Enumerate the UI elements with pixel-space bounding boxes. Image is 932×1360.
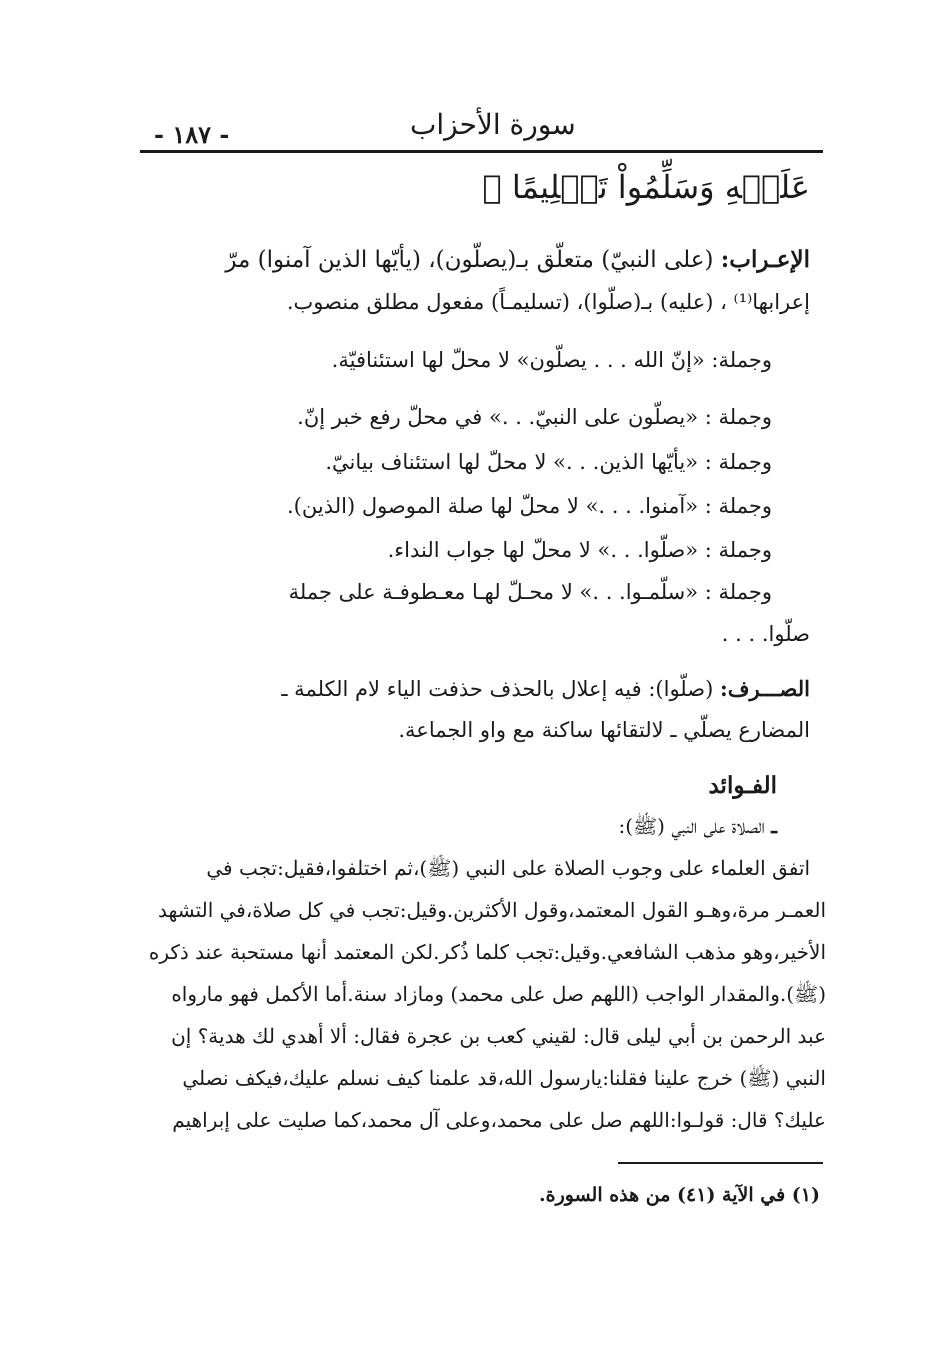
sarf-label: الصـــرف: bbox=[719, 676, 810, 701]
surah-title: سورة الأحزاب bbox=[410, 108, 576, 141]
footnote-rule bbox=[618, 1162, 823, 1164]
sentence-4: وجملة : «آمنوا. . . .» لا محلّ لها صلة الموصول (الذين). bbox=[287, 494, 772, 518]
sentence-5: وجملة : «صلّوا. . .» لا محلّ لها جواب النداء. bbox=[387, 538, 772, 562]
fawaid-paragraph-line-3: الأخير،وهو مذهب الشافعي.وقيل:تجب كلما ذُكر.لكن المعتمد أنها مستحبة عند ذكره bbox=[148, 940, 826, 964]
sarf-line-2: المضارع يصلّي ـ لالتقائها ساكنة مع واو الجماعة. bbox=[398, 718, 810, 742]
sentence-6-continued: صلّوا. . . . bbox=[721, 622, 810, 646]
fawaid-heading: الفـوائد bbox=[708, 772, 777, 799]
sentence-6: وجملة : «سلّمـوا. . .» لا محـلّ لهـا معـطوفـة على جملة bbox=[288, 580, 772, 604]
sarf-text-1: (صلّوا): فيه إعلال بالحذف حذفت الياء لام الكلمة ـ bbox=[281, 677, 714, 701]
irab-line-2: إعرابها⁽¹⁾ ، (عليه) بـ(صلّوا)، (تسليمـاً) مفعول مطلق منصوب. bbox=[286, 290, 810, 314]
sarf-line-1 bbox=[281, 676, 810, 701]
page-header bbox=[140, 108, 822, 152]
fawaid-paragraph-line-6: النبي (ﷺ) خرج علينا فقلنا:يارسول الله،قد علمنا كيف نسلم عليك،فيكف نصلي bbox=[182, 1066, 826, 1090]
irab-label: الإعـراب: bbox=[720, 246, 810, 273]
fawaid-paragraph-line-7: عليك؟ قال: قولـوا:اللهم صل على محمد،وعلى آل محمد،كما صليت على إبراهيم bbox=[172, 1108, 826, 1132]
header-rule bbox=[140, 150, 823, 153]
sentence-1: وجملة: «إنّ الله . . . يصلّون» لا محلّ لها استئنافيّة. bbox=[331, 348, 772, 372]
irab-line-1 bbox=[225, 246, 810, 273]
quran-verse: عَلَيۡهِ وَسَلِّمُواْ تَسۡلِيمًا ﴾ bbox=[482, 168, 810, 206]
bullet-dash: ـ bbox=[771, 814, 777, 838]
fawaid-paragraph-line-1: اتفق العلماء على وجوب الصلاة على النبي (ﷺ)،ثم اختلفوا،فقيل:تجب في bbox=[206, 856, 810, 880]
page-number: - ١٨٧ - bbox=[154, 120, 230, 149]
fawaid-paragraph-line-2: العمـر مرة،وهـو القول المعتمد،وقول الأكثرين.وقيل:تجب في كل صلاة،في التشهد bbox=[158, 898, 826, 922]
fawaid-paragraph-line-5: عبد الرحمن بن أبي ليلى قال: لقيني كعب بن عجرة فقال: ألا أهدي لك هدية؟ إن bbox=[171, 1024, 826, 1048]
sentence-2: وجملة : «يصلّون على النبيّ. . .» في محلّ رفع خبر إنّ. bbox=[297, 405, 772, 429]
irab-text-1: (على النبيّ) متعلّق بـ(يصلّون)، (يأيّها الذين آمنوا) مرّ bbox=[225, 247, 714, 273]
sentence-3: وجملة : «يأيّها الذين. . .» لا محلّ لها استئناف بيانيّ. bbox=[325, 450, 772, 474]
fawaid-subheading-row bbox=[618, 814, 777, 843]
fawaid-subheading: الصلاة على النبي (ﷺ): bbox=[618, 814, 765, 838]
fawaid-paragraph-line-4: (ﷺ).والمقدار الواجب (اللهم صل على محمد) ومازاد سنة.أما الأكمل فهو مارواه bbox=[171, 982, 826, 1006]
footnote: (١) في الآية (٤١) من هذه السورة. bbox=[539, 1184, 820, 1206]
